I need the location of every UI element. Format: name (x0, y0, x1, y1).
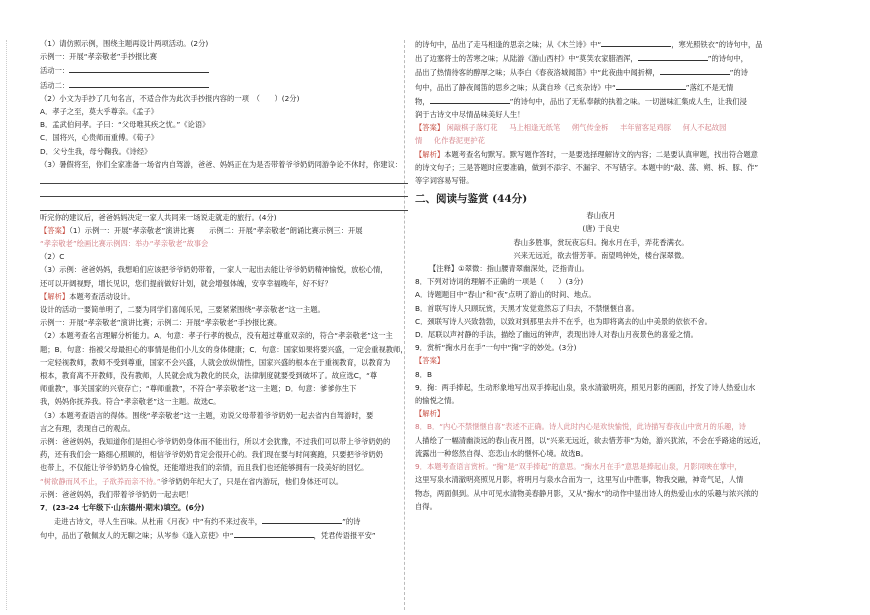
analysis-intro: 本题考查活动设计。 (69, 291, 135, 301)
analysis-line: 师重教”，事关国家的兴衰存亡；“尊师重教”，不符合“孝亲敬老”这一主题；D．句意：爹爹你生下 (40, 384, 357, 394)
analysis-9b: 这里写泉水清澈明亮照见月影，将明月与泉水合而为一，这里写山中胜事，物我交融，神奇气足，人情 (415, 475, 744, 485)
example-text: 示例一：开展“孝亲敬老”手抄报比赛 (40, 52, 158, 62)
question-3-3-end: 听完你的建议后，爸爸妈妈决定一家人共同来一场说走就走的旅行。(4分) (40, 212, 277, 222)
q7-answer: 丰年留客足鸡豚 (619, 123, 672, 133)
q7-tail: ，凭君传语报平安” (313, 531, 376, 541)
q7-analysis (415, 148, 787, 161)
q7-answer: 情 (415, 136, 423, 146)
analysis-line: 设计的活动一要简单明了，二要为同学们喜闻乐见，三要紧紧围绕“孝亲敬老”这一主题。 (40, 305, 325, 315)
analysis-line: 言之有理，表现自己的观点。 (40, 423, 135, 433)
q7-blank-1[interactable] (262, 514, 342, 524)
q7-tail: ”的诗 (342, 517, 361, 527)
analysis-line: 题；B．句意：指被父母最担心的事情是他们小儿女的身体健康；C．句意：国家如果将要兴盛，一定会重视教师， (40, 344, 408, 354)
analysis-line: 示例一：开展“孝亲敬老”演讲比赛；示例二：开展“孝亲敬老”手抄报比赛。 (40, 318, 282, 328)
activity-2-label: 活动二： (40, 80, 70, 90)
poem-line: 兴来无远近，欲去惜芳菲。南望鸣钟处，楼台深翠微。 (513, 250, 689, 260)
q7-text: ”的诗句中， (707, 54, 748, 64)
q8-option-b: B．首联写诗人只顾玩赏，天黑才发觉竟然忘了归去，不禁惬惬自喜。 (415, 303, 639, 313)
analysis-9 (415, 460, 787, 473)
option-a: A．孝子之至，莫大乎尊亲。《孟子》 (40, 107, 159, 117)
analysis-9d: 自得。 (415, 501, 437, 511)
question-8-title: 8．下列对诗词的理解不正确的一项是（ ）(3分) (415, 277, 584, 287)
question-3-3: （3）暑假将至，你们全家准备一场省内自驾游，爸爸、妈妈正在为是否带着爷爷奶奶同游争论不休时，你建议： (40, 159, 403, 169)
q7-answer: 朔气传金柝 (571, 123, 609, 133)
q7-answer-row (415, 121, 787, 134)
analysis-tag: 【解析】 (415, 409, 445, 419)
q7-analysis-2: 的诗文句子；三是答题时应要准确，做到不添字、不漏字、不写错字。本题中的“敲、荡、朔、柝、豚、作” (415, 162, 759, 172)
poem-note: 【注释】①翠微：指山腰青翠幽深处，泛指青山。 (429, 264, 589, 274)
answer-8: 8．B (415, 369, 432, 379)
analysis-quote: “树欲静而风不止，子欲养而亲不待。” (40, 476, 161, 486)
q7-answer-row-2 (415, 134, 787, 147)
q7-cont-2 (415, 51, 787, 65)
question-7-line-1 (40, 514, 412, 528)
q7-cont-3 (415, 65, 787, 79)
option-c: C．国将兴，心贵师而重傅。《荀子》 (40, 133, 159, 143)
answer-tag: 【答案】 (40, 225, 70, 235)
poem-title: 春山夜月 (586, 211, 616, 221)
q7-blank-7[interactable] (430, 94, 510, 104)
q7-blank-6[interactable] (616, 80, 686, 90)
poem-line: 春山多胜事，赏玩夜忘归。掬水月在手，弄花香满衣。 (513, 237, 689, 247)
q7-answer: 化作春泥更护花 (433, 136, 485, 146)
q7-text: ”落红不是无情 (685, 82, 734, 92)
q7-text: ”的诗句中，品出了无私奉献的执着之味。一切滋味汇集成人生，让我们浸 (509, 96, 747, 106)
q7-cont-5 (415, 94, 787, 108)
left-column (40, 37, 412, 543)
q7-cont-1 (415, 37, 787, 51)
q8-option-a: A．诗题题目中“春山”和“夜”点明了游山的时间、地点。 (415, 290, 596, 300)
q7-text: 品出了热情待客的醇厚之味；从李白《春夜洛城闻笛》中“此夜曲中闻折柳， (415, 68, 660, 78)
analysis-line: 药，还有我们会一路细心照顾的，相信爷爷奶奶肯定会很开心的。我们现在要与时间赛跑，只要把爷爷奶奶 (40, 450, 383, 460)
analysis-line: 也带上，不仅能让爷爷奶奶身心愉悦，还能增进我们的亲情，而且我们也还能够拥有一段美好的回忆。 (40, 463, 369, 473)
q7-text: 的诗句中，品出了走马相逢的思亲之味；从《木兰诗》中“ (415, 40, 602, 49)
question-9-title: 9．赏析“掬水月在手”一句中“掬”字的妙处。(3分) (415, 343, 577, 353)
poem-author: (唐) 于良史 (582, 224, 620, 234)
answer-block-1 (40, 224, 412, 237)
right-column (415, 37, 787, 513)
q7-text: 句中，品出了敬佩友人的无聊之味；从岑参《逢入京使》中“ (40, 531, 234, 541)
q7-cont-4 (415, 80, 787, 94)
question-7-line-2 (40, 528, 412, 542)
binding-line (6, 40, 7, 610)
q7-answer: 闲敲棋子落灯花 (446, 123, 498, 133)
q7-text: 走进古诗文，寻人生百味。从杜甫《月夜》中“有约不来过夜半， (54, 517, 263, 527)
analysis-line: 我，妈妈你抚养我。符合“孝亲敬老”这一主题。故选C。 (40, 397, 221, 407)
option-b: B．孟武伯问孝。子曰：“父母唯其疾之忧。”《论语》 (40, 120, 210, 130)
answer-1-cont: “孝亲敬老”绘画比赛示例四：举办“孝亲敬老”故事会 (40, 239, 209, 248)
analysis-9c: 物态，两面俱到。从中可见水清物美春静月影，又从“掬水”的动作中显出诗人的热爱山水的乐趣与浓兴浓的 (415, 488, 759, 498)
answer-1-text: （1）示例一：开展“孝亲敬老”演讲比赛 示例二：开展“孝亲敬老”朗诵比赛示例三：开展 (69, 225, 363, 235)
answer-3: （3）示例：爸爸妈妈，我想咱们应该把爷爷奶奶带着，一家人一起出去能让爷爷奶奶精神愉悦，放松心情， (40, 265, 388, 275)
q7-analysis-3: 等字词容易写错。 (415, 176, 474, 186)
q7-text: 物， (415, 96, 430, 106)
answer-line[interactable] (40, 184, 408, 197)
q7-text: ”的诗 (729, 68, 748, 78)
activity-1-input[interactable] (69, 63, 209, 73)
analysis-last: 示例：爸爸妈妈，我们带着爷爷奶奶一起去吧！ (40, 489, 194, 499)
analysis-tag: 【解析】 (40, 291, 70, 301)
answer-tag: 【答案】 (415, 356, 445, 366)
analysis-text: 9．本题考查语言赏析。“掬”是“双手捧起”的意思。“掬水月在手”意思是捧起山泉，月影同映在掌中， (415, 462, 742, 472)
analysis-red-row (40, 475, 412, 488)
analysis-line: （3）本题考查语言的得体。围绕“孝亲敬老”这一主题，劝说父母带着爷爷奶奶一起去省内自驾游时，要 (40, 410, 374, 420)
q7-blank-2[interactable] (234, 528, 314, 538)
answer-line[interactable] (40, 171, 408, 184)
analysis-8b: 人描绘了一幅清幽淡远的春山夜月图，以“兴来无远近，欲去惜芳菲”为始，游兴犹浓，不会在乎路途的远近， (415, 435, 766, 445)
q7-blank-5[interactable] (660, 65, 730, 75)
answer-9: 9．掬：两手捧起，生动形象地写出双手捧起山泉，泉水清澈明亮，照见月影的画面，抒发了诗人热爱山水 (415, 382, 756, 392)
analysis-8c: 流露出一种悠然自得、恋恋山水的惬怀心境。故选B。 (415, 448, 588, 458)
q7-answer: 何人不起故园 (682, 123, 727, 133)
analysis-line: 一定轻视教师，教师不受到尊重，国家不会兴盛，人就会放纵情性，国家兴盛的根本在于重视教育，以教育为 (40, 357, 391, 367)
q7-text: ，寒光照铁衣”的诗句中，品 (671, 40, 763, 49)
analysis-line: 示例：爸爸妈妈，我知道你们是担心爷爷奶奶身体而不能出行，所以才会犹豫，不过我们可以带上爷爷奶奶的 (40, 437, 391, 447)
analysis-quote-tail: 爷爷奶奶年纪大了，只是在省内游玩，他们身体还可以。 (160, 476, 344, 486)
analysis-text: 本题考查名句默写。默写题作答时，一是要选择理解诗文的内容；二是要认真审题，找出符合题意 (444, 149, 758, 159)
question-3-1: （1）请仿照示例，围绕主题再设计两项活动。(2分) (40, 39, 209, 48)
q7-cont-6: 润于古诗文中尽情品味美好人生！ (415, 110, 525, 120)
answer-9-cont: 的愉悦之情。 (415, 396, 459, 406)
q8-option-c: C．颈联写诗人兴致勃勃，以致对到那里去并不在乎，也为即将离去的山中美景的依依不舍。 (415, 316, 712, 326)
q7-blank-3[interactable] (601, 37, 671, 47)
q7-answer: 马上相逢无纸笔 (509, 123, 561, 133)
q7-text: 出了边塞将士的苦寒之味；从陆游《游山西村》中“莫笑农家腊酒浑， (415, 54, 638, 64)
section-title: 二、阅读与鉴赏 (44分) (415, 193, 528, 206)
answer-tag: 【答案】 (415, 123, 445, 133)
question-3-2: （2）小文为手抄了几句名言，不适合作为此次手抄报内容的一项 （ ）(2分) (40, 93, 300, 103)
answer-line[interactable] (40, 197, 408, 210)
option-d: D．父兮生我，母兮鞠我。《诗经》 (40, 146, 152, 156)
answer-2: （2）C (40, 252, 65, 262)
analysis-line: （2）本题考查名言理解分析能力。A．句意：孝子行孝的极点，没有超过尊重双亲的，符合“孝亲敬老”这一主 (40, 331, 393, 341)
analysis-text: 8．B．“内心不禁惬惬自喜”表述不正确。诗人此时内心是欢快愉悦，此诗描写春夜山中赏月的乐趣，诗 (415, 422, 746, 432)
activity-2-input[interactable] (69, 78, 209, 88)
analysis-8 (415, 420, 787, 433)
q7-text: 句中，品出了静夜闻笛的思乡之味；从龚自珍《己亥杂诗》中“ (415, 82, 616, 92)
analysis-line: 根本，教育离不开教师，没有教师，人民就会成为教化的民众，法律制度就要受到破坏了。故应选C，“尊 (40, 371, 378, 381)
activity-1-row (40, 63, 412, 77)
question-7-title: 7．(23-24 七年级下·山东德州·期末)填空。(6分) (40, 503, 205, 513)
analysis-tag: 【解析】 (415, 149, 445, 159)
q7-blank-4[interactable] (638, 51, 708, 61)
q8-option-d: D．尾联以声衬静的手法，描绘了幽远的钟声，表现出诗人对春山月夜景色的喜爱之情。 (415, 330, 698, 340)
answer-3-cont: 还可以开阔视野，增长见识，您们提前做好计划，就会增强体魄，安享幸福晚年，好不好？ (40, 278, 332, 288)
activity-2-row (40, 78, 412, 92)
analysis-block-1 (40, 290, 412, 303)
activity-1-label: 活动一： (40, 66, 70, 76)
